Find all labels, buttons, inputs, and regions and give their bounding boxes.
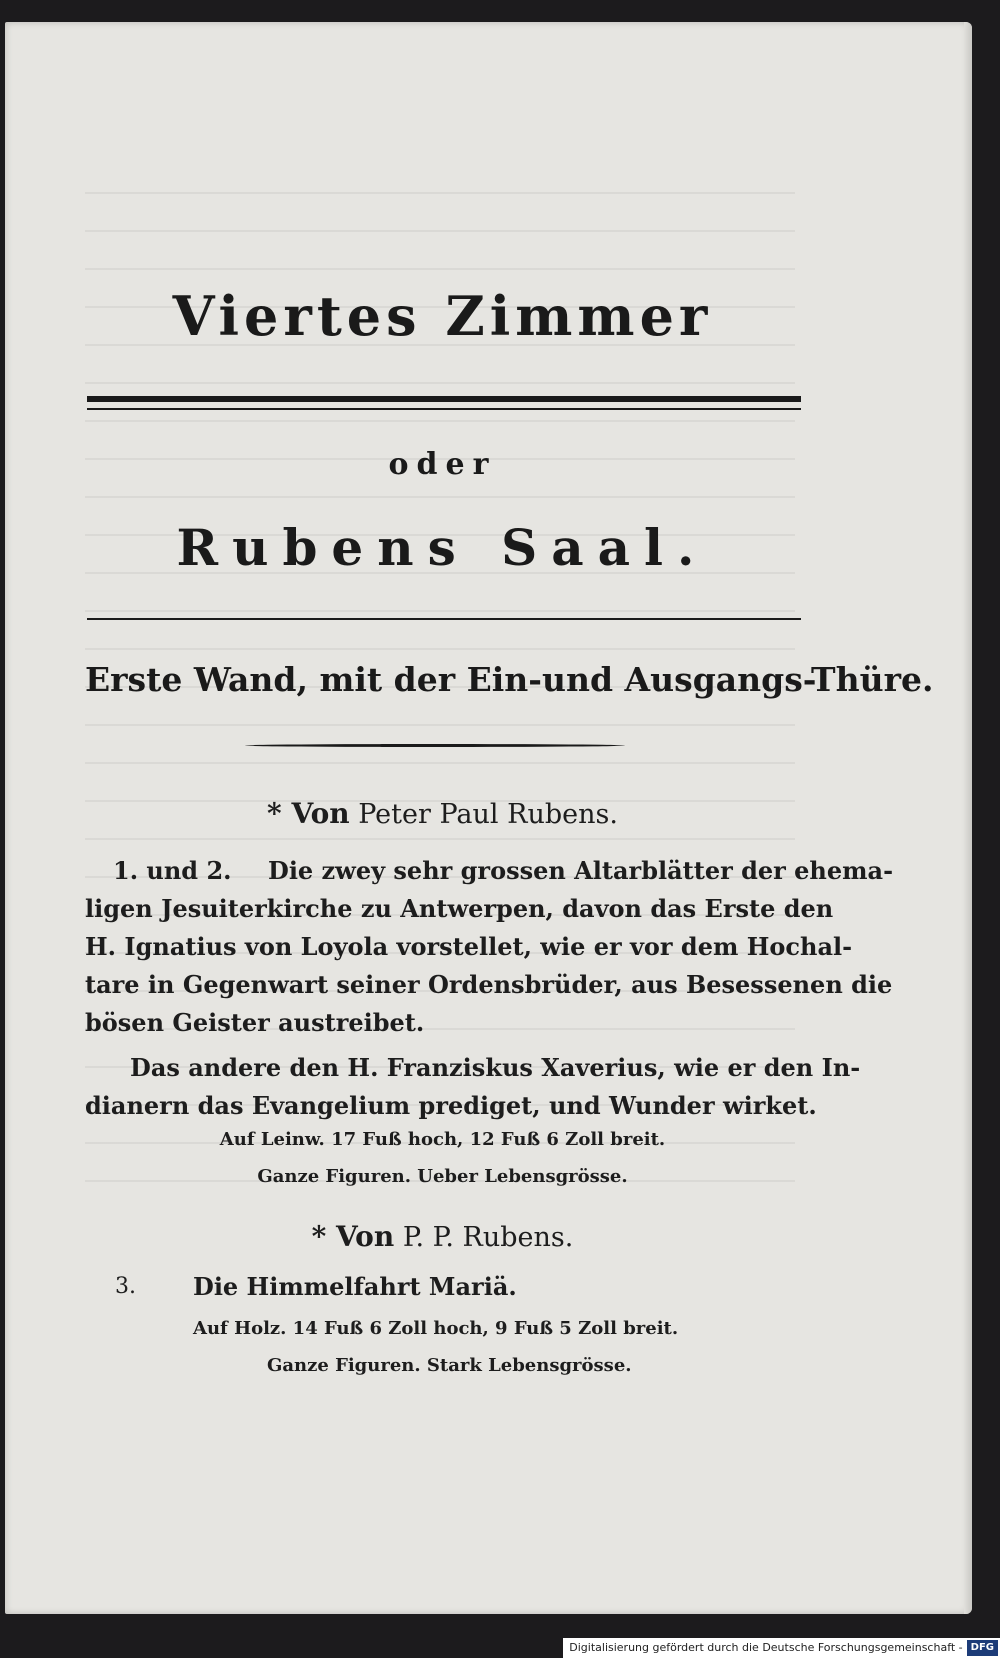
entry-line: H. Ignatius von Loyola vorstellet, wie er vor dem Hochal- xyxy=(85,932,853,961)
entry-line: Die Himmelfahrt Mariä. xyxy=(193,1272,517,1301)
entry-detail: Ganze Figuren. Ueber Lebensgrösse. xyxy=(257,1166,628,1187)
subtitle-rule xyxy=(87,618,801,620)
page-edge xyxy=(964,22,972,1614)
digitization-credit xyxy=(563,1638,1000,1658)
entry-line: Das andere den H. Franziskus Xaverius, wie er den In- xyxy=(130,1053,861,1082)
credit-text: Digitalisierung gefördert durch die Deutsche Forschungsgemeinschaft - xyxy=(569,1641,963,1654)
artist-prefix: * Von xyxy=(311,1220,395,1253)
entry-line: ligen Jesuiterkirche zu Antwerpen, davon das Erste den xyxy=(85,894,834,923)
artist-heading xyxy=(85,1220,800,1253)
chapter-subtitle: Rubens Saal. xyxy=(176,518,709,577)
section-heading: Erste Wand, mit der Ein-und Ausgangs-Thüre. xyxy=(85,660,934,699)
artist-heading xyxy=(85,797,800,830)
entry-line xyxy=(113,856,894,885)
artist-name: P. P. Rubens. xyxy=(402,1222,574,1253)
title-connector: oder xyxy=(388,447,497,482)
entry-line: bösen Geister austreibet. xyxy=(85,1008,425,1037)
entry-number: 1. und 2. xyxy=(113,856,232,885)
entry-detail: Auf Leinw. 17 Fuß hoch, 12 Fuß 6 Zoll breit. xyxy=(219,1129,666,1150)
dfg-logo: DFG xyxy=(967,1640,998,1656)
title-rule-thin xyxy=(87,408,801,410)
title-rule-thick xyxy=(87,396,801,402)
entry-line: tare in Gegenwart seiner Ordensbrüder, aus Besessenen die xyxy=(85,970,893,999)
entry-line: dianern das Evangelium prediget, und Wunder wirket. xyxy=(85,1091,817,1120)
artist-prefix: * Von xyxy=(267,797,350,830)
chapter-title: Viertes Zimmer xyxy=(172,284,713,348)
artist-name: Peter Paul Rubens. xyxy=(358,799,618,830)
entry-detail: Auf Holz. 14 Fuß 6 Zoll hoch, 9 Fuß 5 Zoll breit. xyxy=(193,1318,679,1339)
entry-detail: Ganze Figuren. Stark Lebensgrösse. xyxy=(267,1355,632,1376)
entry-number: 3. xyxy=(115,1274,136,1299)
book-page xyxy=(5,22,972,1614)
entry-text: Die zwey sehr grossen Altarblätter der ehema- xyxy=(268,856,894,885)
section-divider xyxy=(245,744,625,747)
